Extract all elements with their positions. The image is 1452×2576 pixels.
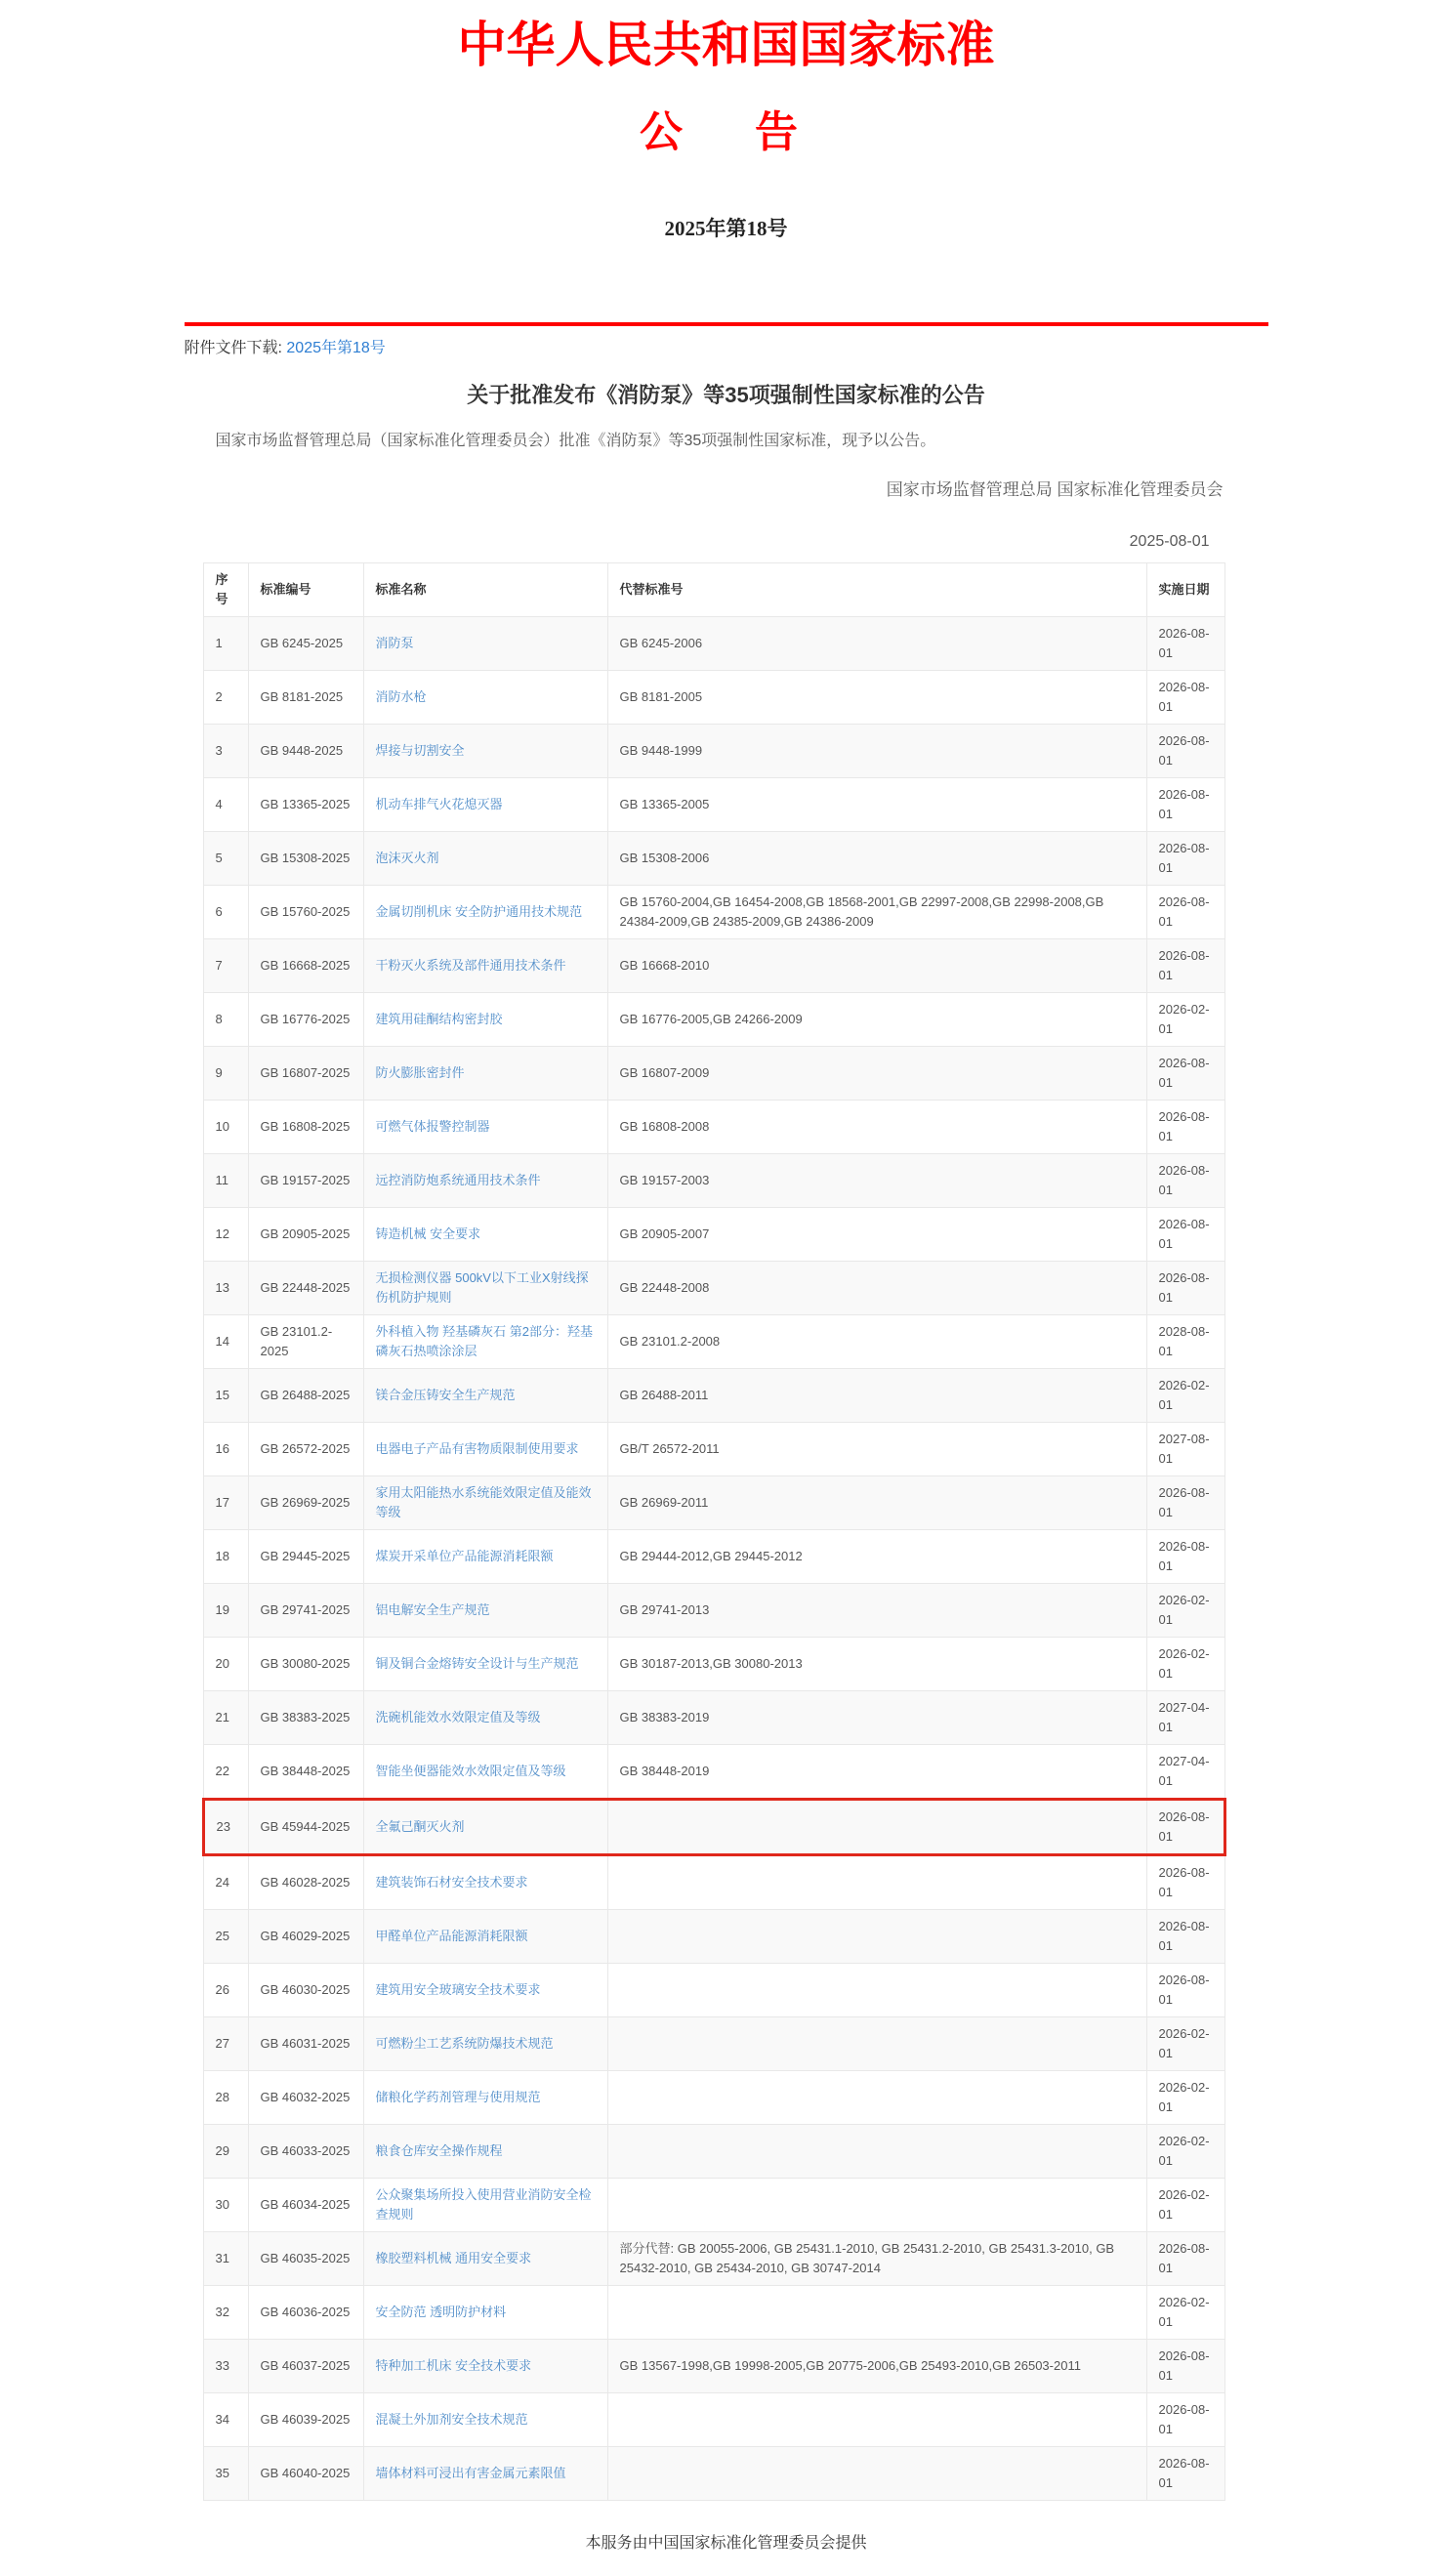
cell-replaced-codes <box>607 2392 1146 2446</box>
standard-name-link[interactable]: 全氟己酮灭火剂 <box>375 1818 465 1834</box>
standard-name-link[interactable]: 铜及铜合金熔铸安全设计与生产规范 <box>375 1655 579 1671</box>
cell-replaced-codes: GB 16776-2005,GB 24266-2009 <box>607 992 1146 1046</box>
table-row <box>203 2392 1224 2446</box>
cell-standard-name <box>363 1368 607 1422</box>
cell-index: 32 <box>203 2285 248 2339</box>
article-title: 关于批准发布《消防泵》等35项强制性国家标准的公告 <box>467 383 985 408</box>
cell-replaced-codes: GB 15308-2006 <box>607 831 1146 885</box>
cell-implementation-date: 2026-02-01 <box>1146 2016 1224 2070</box>
cell-index: 3 <box>203 724 248 777</box>
cell-index: 12 <box>203 1207 248 1261</box>
cell-replaced-codes: GB 16668-2010 <box>607 938 1146 992</box>
standard-name-link[interactable]: 家用太阳能热水系统能效限定值及能效等级 <box>375 1484 592 1519</box>
table-row <box>203 2339 1224 2392</box>
standard-name-link[interactable]: 镁合金压铸安全生产规范 <box>375 1387 516 1402</box>
column-header-index: 序号 <box>203 562 248 616</box>
cell-replaced-codes: GB 20905-2007 <box>607 1207 1146 1261</box>
cell-standard-code: GB 23101.2-2025 <box>248 1314 363 1368</box>
table-row <box>203 1314 1224 1368</box>
standard-name-link[interactable]: 金属切削机床 安全防护通用技术规范 <box>375 903 583 919</box>
column-header-implementation-date: 实施日期 <box>1146 562 1224 616</box>
table-row <box>203 1475 1224 1529</box>
red-divider <box>185 322 1268 326</box>
table-row <box>203 1046 1224 1100</box>
cell-index: 27 <box>203 2016 248 2070</box>
table-row <box>203 1422 1224 1475</box>
cell-standard-code: GB 46034-2025 <box>248 2178 363 2231</box>
document-block <box>202 476 1224 2501</box>
cell-implementation-date: 2026-08-01 <box>1146 616 1224 670</box>
cell-index: 21 <box>203 1690 248 1744</box>
cell-index: 29 <box>203 2124 248 2178</box>
cell-standard-name <box>363 885 607 938</box>
cell-standard-name <box>363 1799 607 1854</box>
cell-standard-name <box>363 2070 607 2124</box>
cell-index: 25 <box>203 1909 248 1963</box>
cell-standard-name <box>363 1314 607 1368</box>
table-row <box>203 938 1224 992</box>
cell-replaced-codes: GB 15760-2004,GB 16454-2008,GB 18568-2001,GB 22997-2008,GB 22998-2008,GB 24384-2009,GB 24385-2009,GB 24386-2009 <box>607 885 1146 938</box>
cell-replaced-codes <box>607 2124 1146 2178</box>
standard-name-link[interactable]: 远控消防炮系统通用技术条件 <box>375 1172 541 1187</box>
cell-replaced-codes: GB 26969-2011 <box>607 1475 1146 1529</box>
cell-index: 24 <box>203 1854 248 1909</box>
cell-standard-name <box>363 616 607 670</box>
standard-name-link[interactable]: 电器电子产品有害物质限制使用要求 <box>375 1440 579 1456</box>
cell-standard-code: GB 6245-2025 <box>248 616 363 670</box>
cell-standard-name <box>363 1475 607 1529</box>
cell-index: 15 <box>203 1368 248 1422</box>
standard-name-link[interactable]: 智能坐便器能效水效限定值及等级 <box>375 1763 566 1778</box>
standard-name-link[interactable]: 可燃气体报警控制器 <box>375 1118 490 1134</box>
cell-replaced-codes: GB 13365-2005 <box>607 777 1146 831</box>
standard-name-link[interactable]: 干粉灭火系统及部件通用技术条件 <box>375 957 566 973</box>
standard-name-link[interactable]: 建筑用硅酮结构密封胶 <box>375 1011 503 1026</box>
cell-index: 16 <box>203 1422 248 1475</box>
cell-standard-name <box>363 2392 607 2446</box>
table-row <box>203 724 1224 777</box>
table-row <box>203 2178 1224 2231</box>
cell-implementation-date: 2026-08-01 <box>1146 724 1224 777</box>
standard-name-link[interactable]: 建筑用安全玻璃安全技术要求 <box>375 1981 541 1997</box>
cell-implementation-date: 2026-08-01 <box>1146 2339 1224 2392</box>
cell-standard-name <box>363 777 607 831</box>
cell-replaced-codes <box>607 2446 1146 2500</box>
cell-standard-code: GB 46040-2025 <box>248 2446 363 2500</box>
cell-index: 2 <box>203 670 248 724</box>
cell-standard-name <box>363 1963 607 2016</box>
standard-name-link[interactable]: 建筑装饰石材安全技术要求 <box>375 1874 528 1890</box>
cell-replaced-codes: GB 26488-2011 <box>607 1368 1146 1422</box>
table-row <box>203 1100 1224 1153</box>
cell-standard-code: GB 16807-2025 <box>248 1046 363 1100</box>
cell-index: 35 <box>203 2446 248 2500</box>
cell-standard-name <box>363 1261 607 1314</box>
table-row <box>203 1261 1224 1314</box>
table-row <box>203 1744 1224 1799</box>
cell-standard-code: GB 19157-2025 <box>248 1153 363 1207</box>
cell-standard-code: GB 46036-2025 <box>248 2285 363 2339</box>
standard-name-link[interactable]: 可燃粉尘工艺系统防爆技术规范 <box>375 2035 554 2051</box>
article-paragraph: 国家市场监督管理总局（国家标准化管理委员会）批准《消防泵》等35项强制性国家标准，现予以公告。 <box>215 433 936 450</box>
cell-implementation-date: 2026-02-01 <box>1146 2285 1224 2339</box>
table-row <box>203 1854 1224 1909</box>
cell-implementation-date: 2026-02-01 <box>1146 1637 1224 1690</box>
cell-standard-code: GB 15760-2025 <box>248 885 363 938</box>
cell-index: 1 <box>203 616 248 670</box>
table-row <box>203 831 1224 885</box>
cell-implementation-date: 2026-08-01 <box>1146 1100 1224 1153</box>
cell-implementation-date: 2026-08-01 <box>1146 938 1224 992</box>
cell-standard-code: GB 38383-2025 <box>248 1690 363 1744</box>
cell-replaced-codes: GB 38383-2019 <box>607 1690 1146 1744</box>
cell-standard-name <box>363 2178 607 2231</box>
cell-standard-name <box>363 2285 607 2339</box>
cell-index: 34 <box>203 2392 248 2446</box>
cell-replaced-codes: GB 13567-1998,GB 19998-2005,GB 20775-2006,GB 25493-2010,GB 26503-2011 <box>607 2339 1146 2392</box>
standard-name-link[interactable]: 洗碗机能效水效限定值及等级 <box>375 1709 541 1724</box>
standard-name-link[interactable]: 煤炭开采单位产品能源消耗限额 <box>375 1548 554 1563</box>
cell-implementation-date: 2026-08-01 <box>1146 1854 1224 1909</box>
cell-implementation-date: 2026-02-01 <box>1146 1583 1224 1637</box>
cell-replaced-codes: GB 16808-2008 <box>607 1100 1146 1153</box>
column-header-standard-code: 标准编号 <box>248 562 363 616</box>
cell-standard-name <box>363 1100 607 1153</box>
cell-standard-code: GB 13365-2025 <box>248 777 363 831</box>
attachment-row <box>185 335 1268 357</box>
table-row <box>203 777 1224 831</box>
standard-name-link[interactable]: 消防泵 <box>375 635 414 650</box>
cell-implementation-date: 2026-08-01 <box>1146 885 1224 938</box>
cell-standard-name <box>363 938 607 992</box>
cell-implementation-date: 2026-08-01 <box>1146 1529 1224 1583</box>
table-row <box>203 1368 1224 1422</box>
cell-implementation-date: 2026-08-01 <box>1146 2392 1224 2446</box>
cell-standard-name <box>363 1046 607 1100</box>
table-row-highlighted <box>203 1799 1224 1854</box>
cell-standard-name <box>363 831 607 885</box>
cell-index: 17 <box>203 1475 248 1529</box>
cell-standard-code: GB 38448-2025 <box>248 1744 363 1799</box>
cell-replaced-codes: GB 22448-2008 <box>607 1261 1146 1314</box>
cell-standard-code: GB 26572-2025 <box>248 1422 363 1475</box>
standard-name-link[interactable]: 公众聚集场所投入使用营业消防安全检查规则 <box>375 2186 592 2222</box>
cell-standard-code: GB 46037-2025 <box>248 2339 363 2392</box>
cell-standard-code: GB 46032-2025 <box>248 2070 363 2124</box>
announcement-title: 公 告 <box>640 108 812 156</box>
standard-name-link[interactable]: 粮食仓库安全操作规程 <box>375 2142 503 2158</box>
cell-replaced-codes <box>607 1854 1146 1909</box>
table-row <box>203 2124 1224 2178</box>
cell-implementation-date: 2026-02-01 <box>1146 1368 1224 1422</box>
cell-standard-name <box>363 1422 607 1475</box>
cell-index: 18 <box>203 1529 248 1583</box>
cell-replaced-codes: GB 19157-2003 <box>607 1153 1146 1207</box>
cell-implementation-date: 2026-08-01 <box>1146 2446 1224 2500</box>
cell-standard-code: GB 29445-2025 <box>248 1529 363 1583</box>
standard-name-link[interactable]: 墙体材料可浸出有害金属元素限值 <box>375 2465 566 2480</box>
cell-implementation-date: 2026-08-01 <box>1146 1799 1224 1854</box>
standard-name-link[interactable]: 防火膨胀密封件 <box>375 1064 465 1080</box>
cell-index: 7 <box>203 938 248 992</box>
issue-number: 2025年第18号 <box>664 217 788 241</box>
cell-standard-name <box>363 1637 607 1690</box>
cell-replaced-codes: GB 6245-2006 <box>607 616 1146 670</box>
cell-standard-code: GB 16668-2025 <box>248 938 363 992</box>
cell-implementation-date: 2026-08-01 <box>1146 831 1224 885</box>
cell-replaced-codes: GB 38448-2019 <box>607 1744 1146 1799</box>
cell-index: 10 <box>203 1100 248 1153</box>
attachment-link[interactable]: 2025年第18号 <box>286 340 386 357</box>
signature: 国家市场监督管理总局 国家标准化管理委员会 <box>886 479 1224 499</box>
cell-index: 4 <box>203 777 248 831</box>
cell-standard-code: GB 46033-2025 <box>248 2124 363 2178</box>
attachment-label: 附件文件下载: <box>184 340 282 357</box>
cell-replaced-codes <box>607 2285 1146 2339</box>
cell-standard-code: GB 30080-2025 <box>248 1637 363 1690</box>
table-row <box>203 992 1224 1046</box>
cell-implementation-date: 2026-08-01 <box>1146 670 1224 724</box>
standard-name-link[interactable]: 橡胶塑料机械 通用安全要求 <box>375 2250 532 2265</box>
standard-name-link[interactable]: 特种加工机床 安全技术要求 <box>375 2357 532 2373</box>
standards-table-header <box>203 562 1224 616</box>
cell-standard-name <box>363 1583 607 1637</box>
table-row <box>203 1963 1224 2016</box>
table-row <box>203 2016 1224 2070</box>
cell-index: 33 <box>203 2339 248 2392</box>
page-title: 中华人民共和国国家标准 <box>457 18 995 72</box>
standards-table-body <box>203 616 1224 2500</box>
cell-standard-code: GB 16808-2025 <box>248 1100 363 1153</box>
cell-standard-name <box>363 670 607 724</box>
cell-index: 5 <box>203 831 248 885</box>
cell-implementation-date: 2027-04-01 <box>1146 1690 1224 1744</box>
cell-index: 30 <box>203 2178 248 2231</box>
cell-implementation-date: 2026-08-01 <box>1146 1207 1224 1261</box>
cell-standard-code: GB 16776-2025 <box>248 992 363 1046</box>
cell-replaced-codes: GB 16807-2009 <box>607 1046 1146 1100</box>
cell-implementation-date: 2026-02-01 <box>1146 2070 1224 2124</box>
cell-standard-name <box>363 992 607 1046</box>
cell-replaced-codes <box>607 2070 1146 2124</box>
cell-index: 14 <box>203 1314 248 1368</box>
standard-name-link[interactable]: 消防水枪 <box>375 688 427 704</box>
cell-replaced-codes <box>607 1799 1146 1854</box>
cell-standard-name <box>363 1854 607 1909</box>
cell-implementation-date: 2027-08-01 <box>1146 1422 1224 1475</box>
standard-name-link[interactable]: 甲醛单位产品能源消耗限额 <box>375 1928 528 1943</box>
cell-replaced-codes: 部分代替: GB 20055-2006, GB 25431.1-2010, GB 25431.2-2010, GB 25431.3-2010, GB 25432-2010, GB 25434-2010, GB 30747-2014 <box>607 2231 1146 2285</box>
cell-index: 26 <box>203 1963 248 2016</box>
header-row <box>203 562 1224 616</box>
standard-name-link[interactable]: 机动车排气火花熄灭器 <box>375 796 503 811</box>
cell-standard-code: GB 45944-2025 <box>248 1799 363 1854</box>
footer-note: 本服务由中国国家标准化管理委员会提供 <box>585 2534 867 2552</box>
cell-standard-code: GB 22448-2025 <box>248 1261 363 1314</box>
cell-standard-code: GB 46039-2025 <box>248 2392 363 2446</box>
cell-standard-code: GB 26969-2025 <box>248 1475 363 1529</box>
cell-implementation-date: 2026-02-01 <box>1146 2124 1224 2178</box>
cell-implementation-date: 2026-08-01 <box>1146 1153 1224 1207</box>
standard-name-link[interactable]: 混凝土外加剂安全技术规范 <box>375 2411 528 2427</box>
cell-index: 6 <box>203 885 248 938</box>
cell-index: 20 <box>203 1637 248 1690</box>
table-row <box>203 670 1224 724</box>
column-header-replaced-standards: 代替标准号 <box>607 562 1146 616</box>
table-row <box>203 1583 1224 1637</box>
cell-implementation-date: 2026-02-01 <box>1146 2178 1224 2231</box>
cell-standard-code: GB 15308-2025 <box>248 831 363 885</box>
standard-name-link[interactable]: 铝电解安全生产规范 <box>375 1601 490 1617</box>
table-row <box>203 1637 1224 1690</box>
cell-replaced-codes: GB 23101.2-2008 <box>607 1314 1146 1368</box>
page-content <box>185 16 1268 2576</box>
table-row <box>203 2070 1224 2124</box>
cell-implementation-date: 2026-02-01 <box>1146 992 1224 1046</box>
cell-standard-name <box>363 2339 607 2392</box>
cell-standard-code: GB 20905-2025 <box>248 1207 363 1261</box>
cell-standard-name <box>363 1207 607 1261</box>
cell-standard-name <box>363 2016 607 2070</box>
cell-replaced-codes: GB 8181-2005 <box>607 670 1146 724</box>
cell-index: 13 <box>203 1261 248 1314</box>
table-row <box>203 885 1224 938</box>
table-row <box>203 1153 1224 1207</box>
table-row <box>203 2446 1224 2500</box>
cell-standard-name <box>363 1744 607 1799</box>
standard-name-link[interactable]: 安全防范 透明防护材料 <box>375 2304 507 2319</box>
publish-date: 2025-08-01 <box>1129 532 1210 550</box>
cell-implementation-date: 2026-08-01 <box>1146 1261 1224 1314</box>
standard-name-link[interactable]: 外科植入物 羟基磷灰石 第2部分：羟基磷灰石热喷涂涂层 <box>375 1323 593 1358</box>
standards-table <box>202 562 1226 2501</box>
standard-name-link[interactable]: 铸造机械 安全要求 <box>375 1226 481 1241</box>
cell-standard-code: GB 26488-2025 <box>248 1368 363 1422</box>
cell-standard-code: GB 46029-2025 <box>248 1909 363 1963</box>
cell-implementation-date: 2026-08-01 <box>1146 1909 1224 1963</box>
cell-standard-name <box>363 2124 607 2178</box>
cell-index: 11 <box>203 1153 248 1207</box>
cell-index: 9 <box>203 1046 248 1100</box>
cell-replaced-codes: GB 29444-2012,GB 29445-2012 <box>607 1529 1146 1583</box>
column-header-standard-name: 标准名称 <box>363 562 607 616</box>
cell-standard-name <box>363 2446 607 2500</box>
cell-replaced-codes <box>607 1963 1146 2016</box>
cell-standard-code: GB 8181-2025 <box>248 670 363 724</box>
table-row <box>203 2285 1224 2339</box>
cell-index: 23 <box>203 1799 248 1854</box>
cell-replaced-codes: GB/T 26572-2011 <box>607 1422 1146 1475</box>
table-row <box>203 616 1224 670</box>
standard-name-link[interactable]: 焊接与切割安全 <box>375 742 465 758</box>
standard-name-link[interactable]: 泡沫灭火剂 <box>375 850 439 865</box>
cell-index: 31 <box>203 2231 248 2285</box>
cell-implementation-date: 2026-08-01 <box>1146 1046 1224 1100</box>
cell-standard-name <box>363 1529 607 1583</box>
cell-index: 8 <box>203 992 248 1046</box>
cell-standard-code: GB 46031-2025 <box>248 2016 363 2070</box>
cell-standard-name <box>363 2231 607 2285</box>
cell-implementation-date: 2026-08-01 <box>1146 1963 1224 2016</box>
cell-standard-name <box>363 1153 607 1207</box>
cell-implementation-date: 2028-08-01 <box>1146 1314 1224 1368</box>
cell-index: 19 <box>203 1583 248 1637</box>
cell-standard-code: GB 46028-2025 <box>248 1854 363 1909</box>
cell-standard-name <box>363 1690 607 1744</box>
cell-implementation-date: 2026-08-01 <box>1146 1475 1224 1529</box>
cell-implementation-date: 2026-08-01 <box>1146 2231 1224 2285</box>
table-row <box>203 1690 1224 1744</box>
cell-index: 28 <box>203 2070 248 2124</box>
table-row <box>203 2231 1224 2285</box>
cell-standard-code: GB 9448-2025 <box>248 724 363 777</box>
cell-implementation-date: 2027-04-01 <box>1146 1744 1224 1799</box>
cell-replaced-codes: GB 30187-2013,GB 30080-2013 <box>607 1637 1146 1690</box>
cell-replaced-codes: GB 29741-2013 <box>607 1583 1146 1637</box>
cell-implementation-date: 2026-08-01 <box>1146 777 1224 831</box>
cell-replaced-codes <box>607 2178 1146 2231</box>
table-row <box>203 1529 1224 1583</box>
cell-index: 22 <box>203 1744 248 1799</box>
table-row <box>203 1207 1224 1261</box>
cell-standard-name <box>363 724 607 777</box>
standard-name-link[interactable]: 无损检测仪器 500kV以下工业X射线探伤机防护规则 <box>375 1269 589 1305</box>
cell-replaced-codes: GB 9448-1999 <box>607 724 1146 777</box>
cell-standard-code: GB 46030-2025 <box>248 1963 363 2016</box>
cell-replaced-codes <box>607 2016 1146 2070</box>
cell-standard-code: GB 29741-2025 <box>248 1583 363 1637</box>
cell-standard-code: GB 46035-2025 <box>248 2231 363 2285</box>
standard-name-link[interactable]: 储粮化学药剂管理与使用规范 <box>375 2089 541 2104</box>
